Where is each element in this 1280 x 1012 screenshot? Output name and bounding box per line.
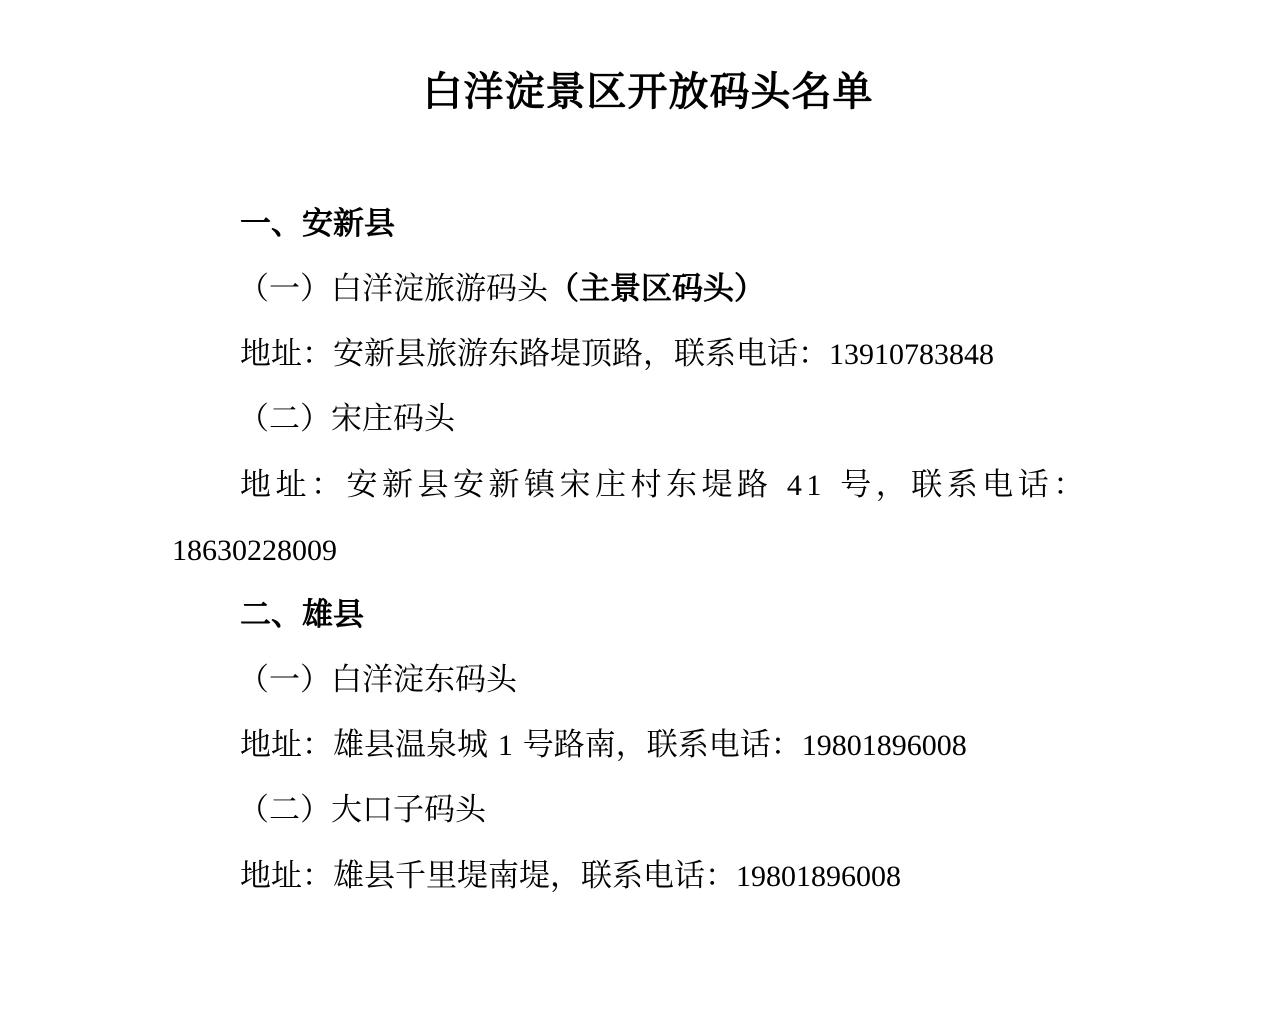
section-heading-xiongxian: 二、雄县 <box>240 597 364 633</box>
dock-name-baiyangdian-east: （一）白洋淀东码头 <box>238 662 517 698</box>
dock-name-baiyangdian-tourism <box>238 265 765 313</box>
dock-name-songzhuang: （二）宋庄码头 <box>238 401 455 437</box>
address-label: 地址： <box>240 858 333 894</box>
address-text: 雄县温泉城 <box>333 727 488 763</box>
section-heading-anxin: 一、安新县 <box>240 206 395 242</box>
phone-number: 19801896008 <box>801 729 967 762</box>
phone-number: 18630228009 <box>172 534 337 567</box>
dock-address-baiyangdian-east <box>240 721 967 770</box>
address-text: 安新县安新镇宋庄村东堤路 <box>346 467 773 503</box>
document-title: 白洋淀景区开放码头名单 <box>422 68 874 115</box>
address-text: 安新县旅游东路堤顶路，联系电话： <box>333 336 829 372</box>
address-label: 地址： <box>240 467 347 503</box>
address-text: 雄县千里堤南堤，联系电话： <box>333 858 736 894</box>
address-label: 地址： <box>240 336 333 372</box>
phone-number: 19801896008 <box>736 860 901 893</box>
dock-phone-songzhuang <box>172 526 337 575</box>
dock-address-dakouzi <box>240 852 901 901</box>
dock-name-note: （主景区码头） <box>548 271 765 307</box>
address-text-2: 号路南，联系电话： <box>522 727 802 763</box>
dock-address-songzhuang <box>240 461 1089 510</box>
address-label: 地址： <box>240 727 333 763</box>
dock-name-dakouzi: （二）大口子码头 <box>238 792 486 828</box>
dock-name-text: （一）白洋淀旅游码头 <box>238 271 548 307</box>
address-number: 1 <box>497 729 513 762</box>
dock-address-baiyangdian-tourism <box>240 330 994 379</box>
address-text-2: 号，联系电话： <box>840 467 1089 503</box>
address-number: 41 <box>786 469 826 502</box>
phone-number: 13910783848 <box>829 338 994 371</box>
